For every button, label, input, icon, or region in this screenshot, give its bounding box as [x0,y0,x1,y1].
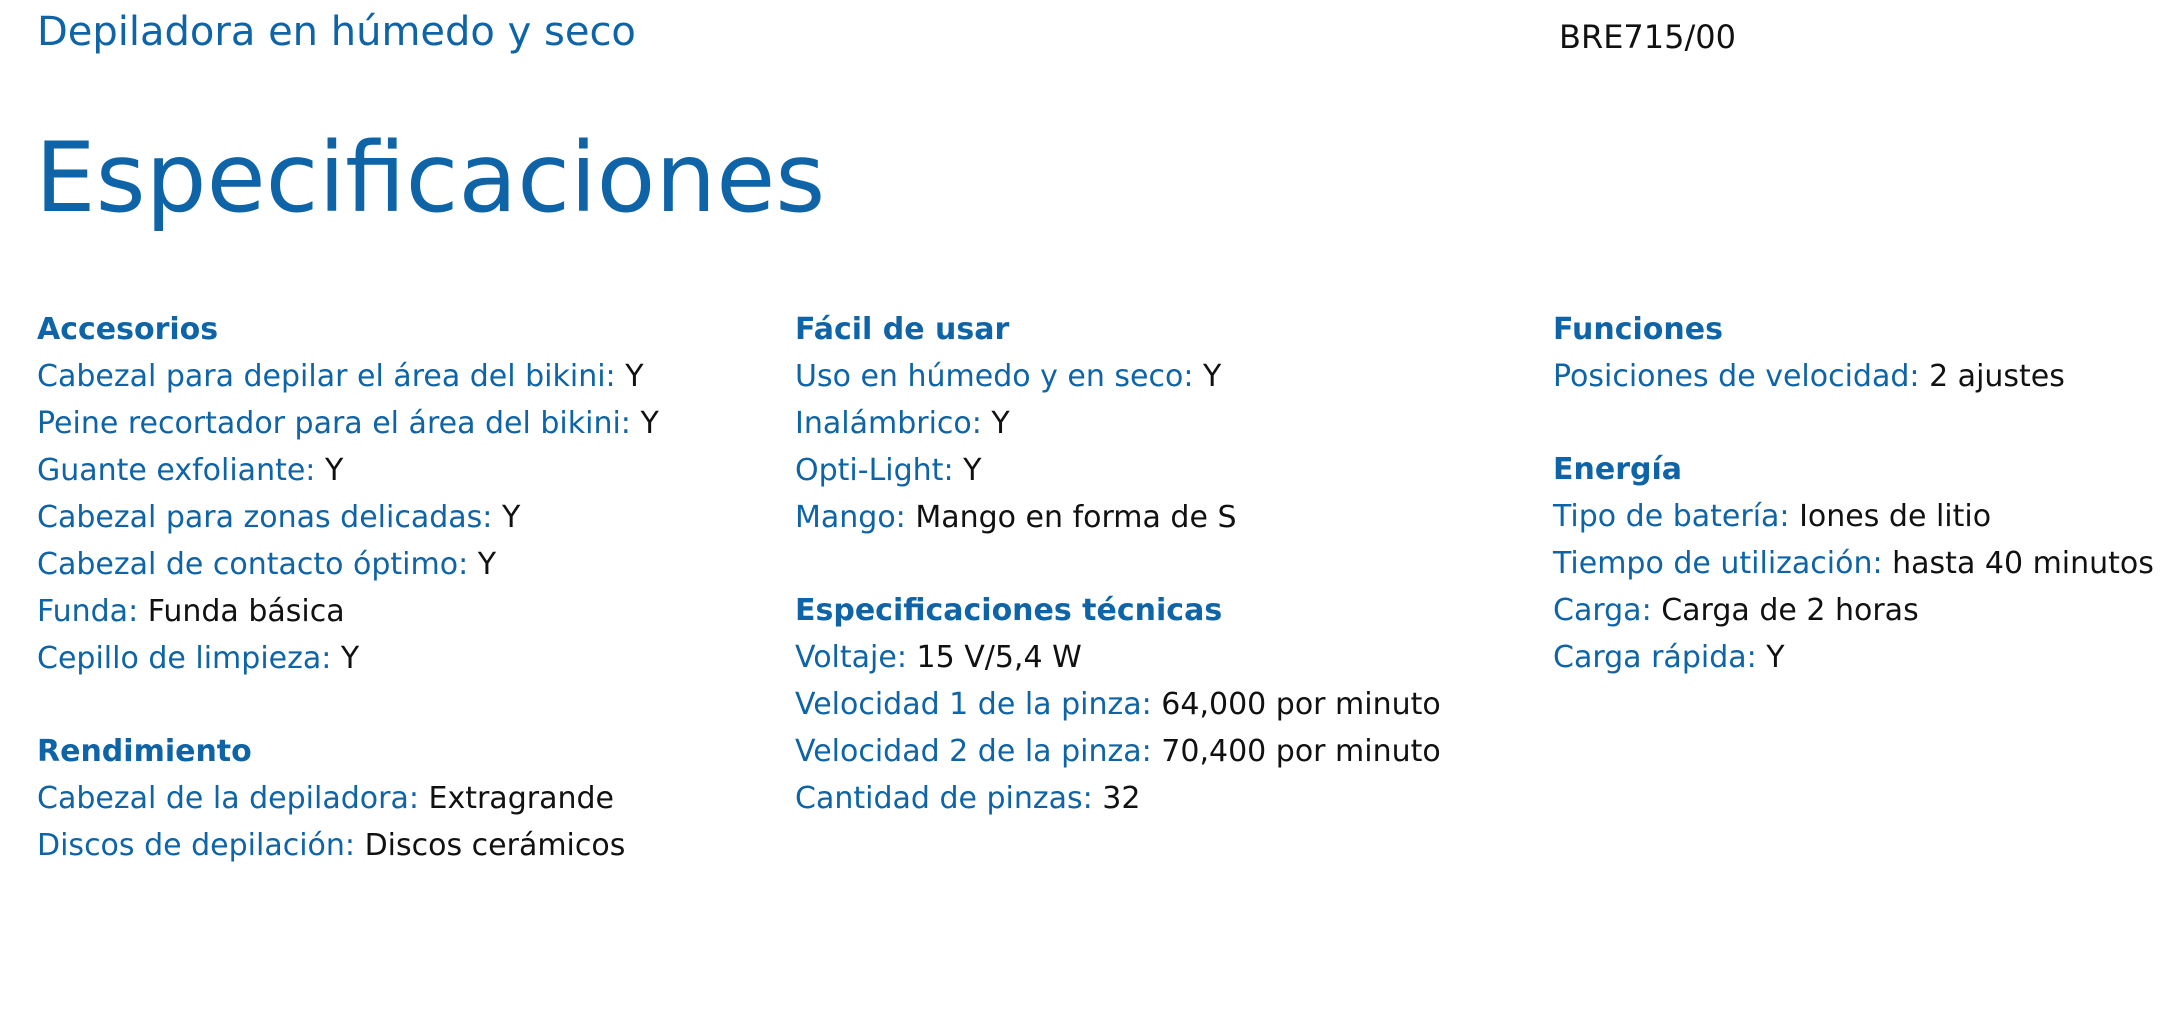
section-rendimiento [37,728,659,869]
spec-label: Inalámbrico: [795,406,982,441]
spec-row [795,681,1441,728]
spec-value: 70,400 por minuto [1161,734,1441,769]
spec-row [1553,353,2154,400]
spec-value: Y [991,406,1010,441]
spec-row [795,353,1441,400]
spec-row [37,447,659,494]
spec-label: Discos de depilación: [37,828,356,863]
spec-value: Discos cerámicos [364,828,626,863]
product-name: Depiladora en húmedo y seco [37,9,636,55]
spec-value: 64,000 por minuto [1161,687,1441,722]
spec-value: hasta 40 minutos [1892,546,2154,581]
spec-value: Extragrande [428,781,614,816]
spec-value: 32 [1102,781,1141,816]
spec-value: 2 ajustes [1929,359,2065,394]
spec-label: Velocidad 1 de la pinza: [795,687,1152,722]
spec-row [37,541,659,588]
spec-label: Tiempo de utilización: [1553,546,1883,581]
model-number: BRE715/00 [1559,18,1736,56]
spec-label: Posiciones de velocidad: [1553,359,1920,394]
spec-label: Cantidad de pinzas: [795,781,1093,816]
spec-label: Cabezal para depilar el área del bikini: [37,359,616,394]
spec-column-1 [37,306,659,869]
spec-row [37,822,659,869]
spec-value: Y [340,641,360,676]
spec-value: Y [1203,359,1222,394]
spec-row [795,400,1441,447]
spec-row [1553,493,2154,540]
section-energia [1553,446,2154,681]
section-heading: Accesorios [37,312,219,347]
page-title: Especificaciones [35,122,826,234]
spec-row [37,775,659,822]
section-heading: Energía [1553,452,1682,487]
spec-label: Uso en húmedo y en seco: [795,359,1194,394]
spec-label: Velocidad 2 de la pinza: [795,734,1152,769]
spec-value: Y [324,453,344,488]
spec-row [37,400,659,447]
section-especificaciones-tecnicas [795,587,1441,822]
spec-value: Y [1766,640,1785,675]
spec-label: Guante exfoliante: [37,453,316,488]
spec-row [37,588,659,635]
spec-column-2 [795,306,1441,822]
spec-value: Y [501,500,521,535]
spec-value: Y [477,547,497,582]
section-heading: Especificaciones técnicas [795,593,1223,628]
section-facil-de-usar [795,306,1441,541]
spec-value: Mango en forma de S [915,500,1237,535]
spec-row [795,728,1441,775]
spec-row [1553,540,2154,587]
spec-label: Carga rápida: [1553,640,1757,675]
spec-label: Opti-Light: [795,453,954,488]
spec-label: Carga: [1553,593,1652,628]
spec-row [37,353,659,400]
spec-row [795,775,1441,822]
spec-row [37,494,659,541]
section-funciones [1553,306,2154,400]
spec-row [1553,587,2154,634]
spec-label: Funda: [37,594,139,629]
spec-row [795,494,1441,541]
spec-label: Cabezal para zonas delicadas: [37,500,493,535]
spec-label: Cepillo de limpieza: [37,641,332,676]
spec-row [795,447,1441,494]
spec-value: Y [963,453,982,488]
spec-value: Funda básica [147,594,345,629]
section-heading: Funciones [1553,312,1723,347]
spec-label: Peine recortador para el área del bikini: [37,406,631,441]
spec-value: Carga de 2 horas [1661,593,1919,628]
section-heading: Rendimiento [37,734,252,769]
spec-column-3 [1553,306,2154,681]
spec-label: Cabezal de contacto óptimo: [37,547,469,582]
spec-value: Y [625,359,644,394]
spec-label: Cabezal de la depiladora: [37,781,419,816]
section-heading: Fácil de usar [795,312,1010,347]
section-accesorios [37,306,659,682]
spec-value: 15 V/5,4 W [916,640,1082,675]
spec-label: Tipo de batería: [1553,499,1790,534]
spec-row [1553,634,2154,681]
spec-label: Voltaje: [795,640,907,675]
spec-value: Y [640,406,659,441]
spec-row [37,635,659,682]
spec-value: Iones de litio [1799,499,1992,534]
spec-row [795,634,1441,681]
spec-label: Mango: [795,500,906,535]
